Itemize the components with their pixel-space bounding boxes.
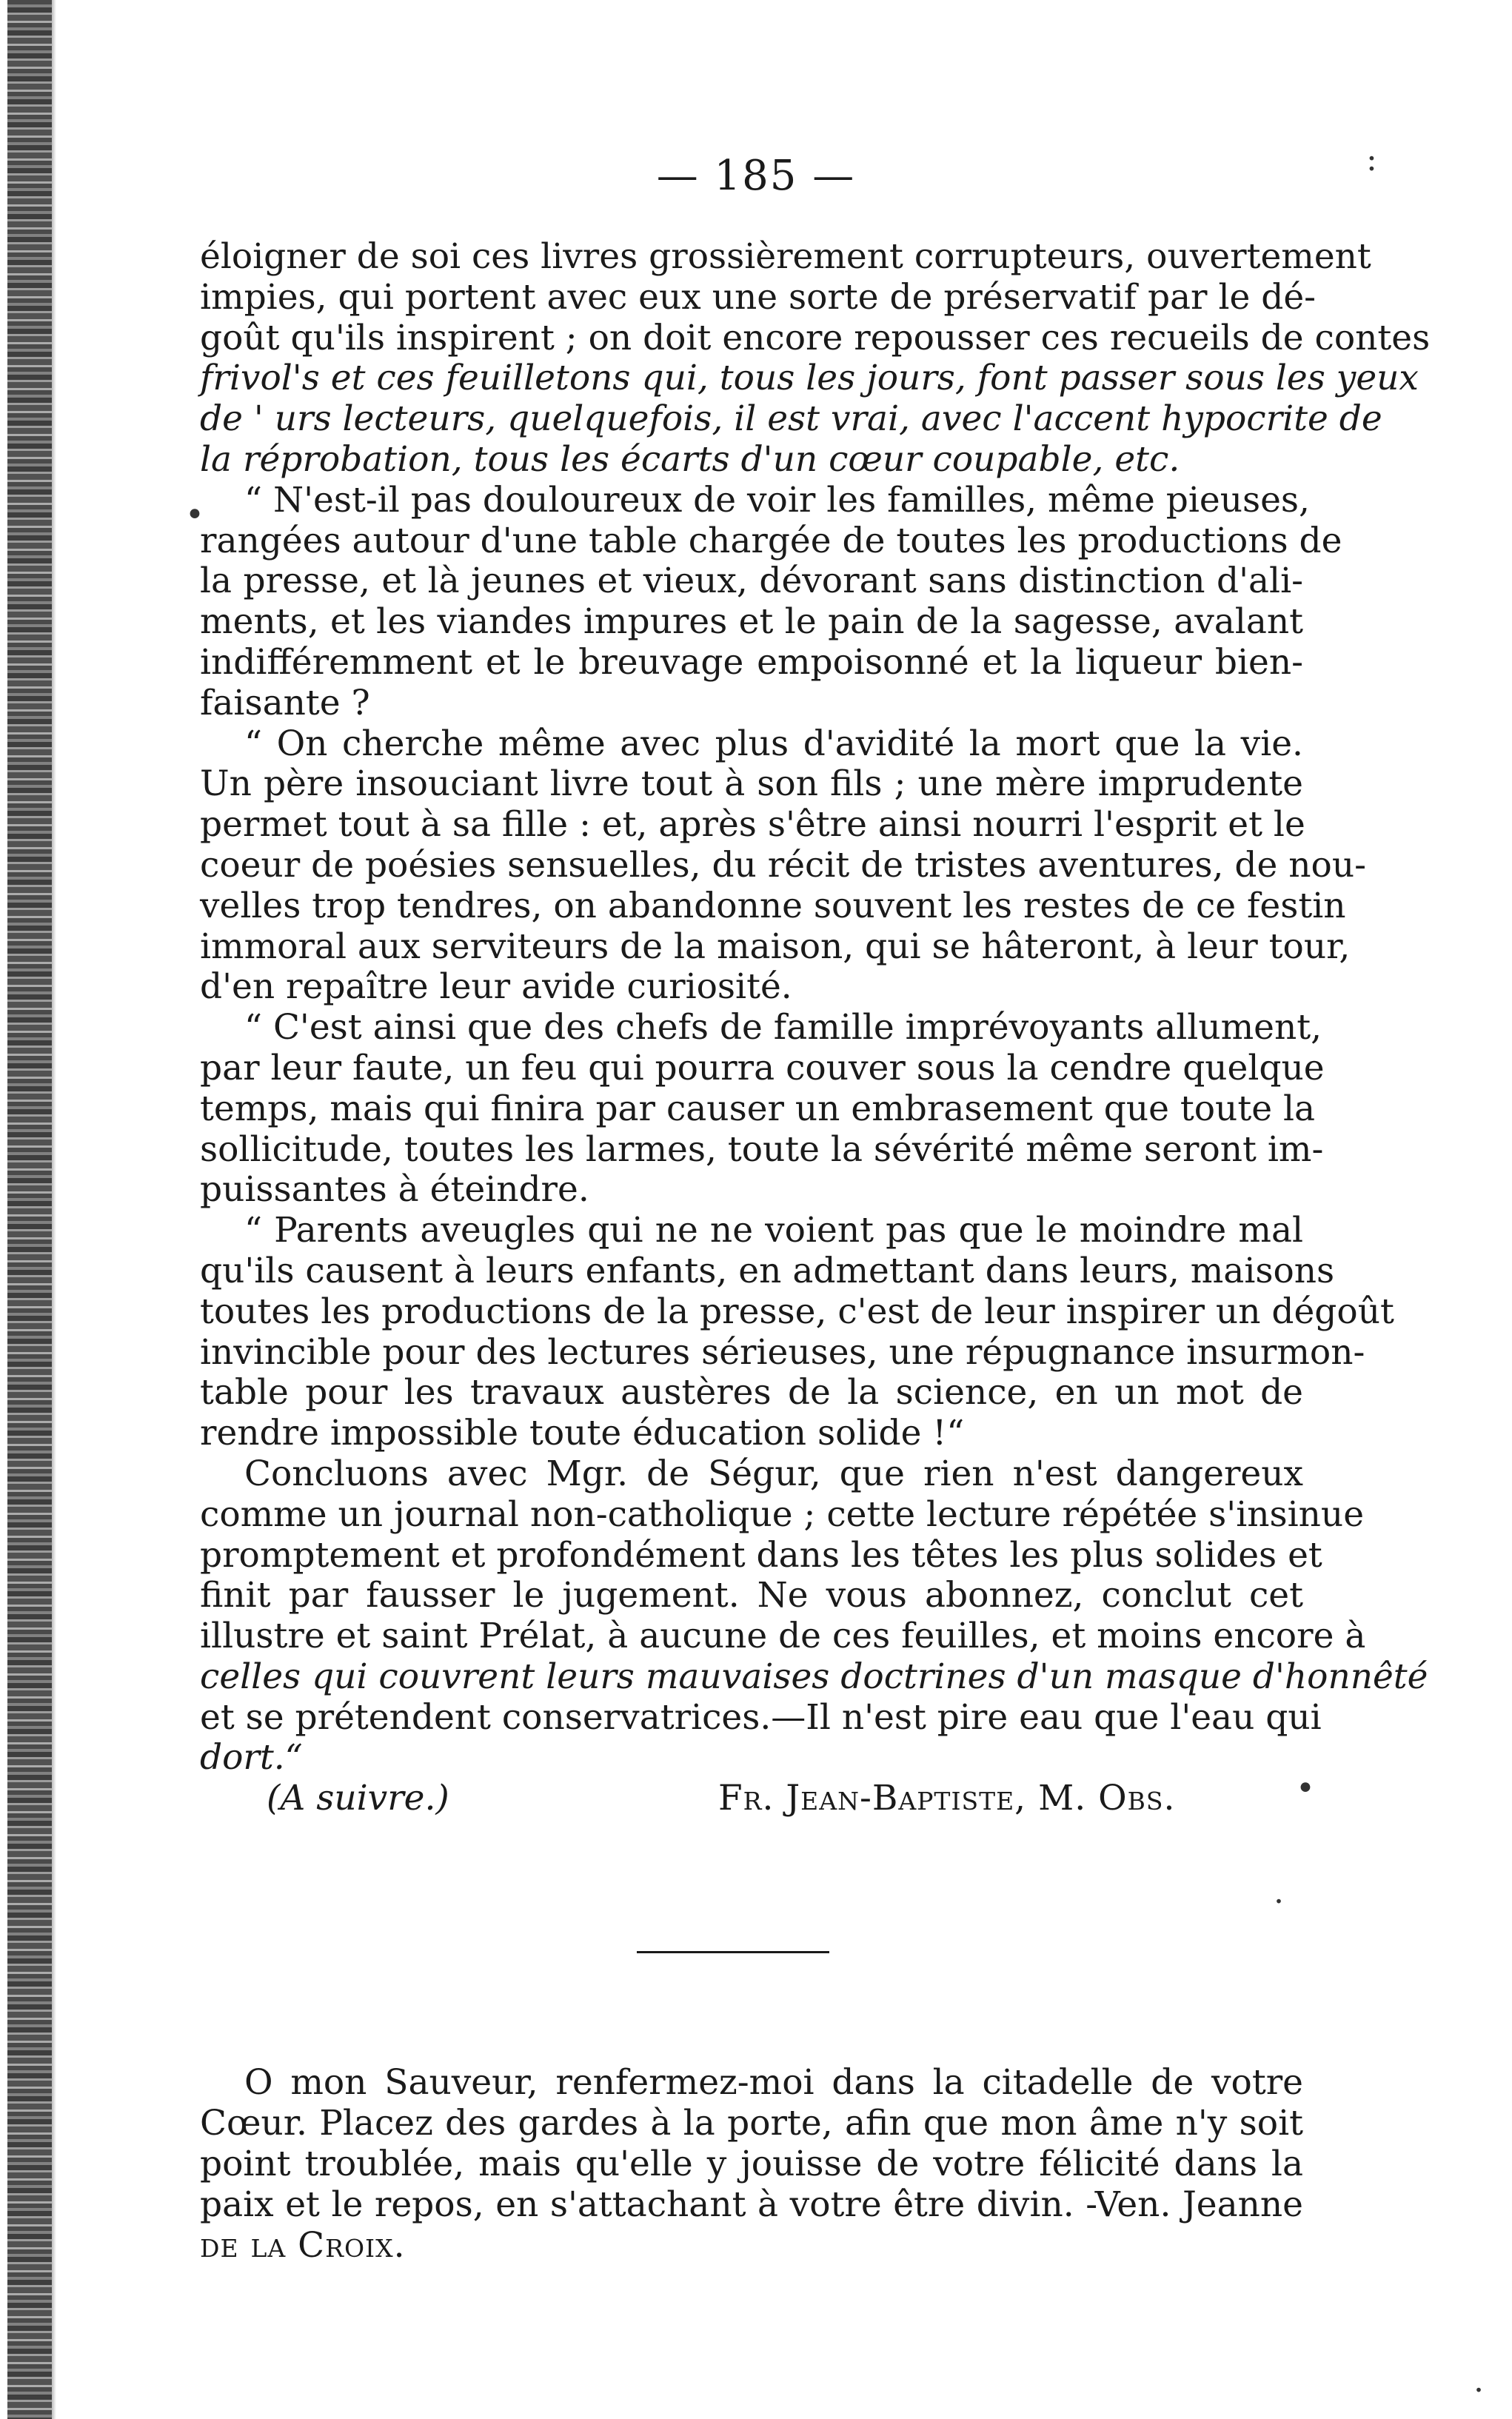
- body-line: “ On cherche même avec plus d'avidité la mort que la vie.: [244, 723, 1303, 764]
- prayer-line: Cœur. Placez des gardes à la porte, afin que mon âme n'y soit: [200, 2103, 1303, 2144]
- body-line: et se prétendent conservatrices.—Il n'est pire eau que l'eau qui: [200, 1696, 1322, 1738]
- body-line: de ' urs lecteurs, quelquefois, il est vrai, avec l'accent hypocrite de: [200, 398, 1382, 440]
- body-line: toutes les productions de la presse, c'est de leur inspirer un dégoût: [200, 1291, 1394, 1332]
- body-line: puissantes à éteindre.: [200, 1169, 589, 1211]
- body-line: éloigner de soi ces livres grossièrement corrupteurs, ouvertement: [200, 236, 1371, 277]
- margin-mark: .: [1274, 1873, 1284, 1911]
- section-divider: [637, 1951, 829, 1953]
- prayer-line: de la Croix.: [200, 2225, 406, 2266]
- binding-strip: [7, 0, 52, 2419]
- body-line: rendre impossible toute éducation solide !“: [200, 1413, 965, 1454]
- body-line: dort.“: [200, 1737, 303, 1779]
- margin-mark: •: [1296, 1770, 1315, 1807]
- body-line: coeur de poésies sensuelles, du récit de tristes aventures, de nou-: [200, 844, 1366, 886]
- body-line: impies, qui portent avec eux une sorte de préservatif par le dé-: [200, 276, 1317, 318]
- body-line: table pour les travaux austères de la science, en un mot de: [200, 1372, 1303, 1413]
- margin-mark: •: [185, 496, 204, 534]
- body-line: permet tout à sa fille : et, après s'être ainsi nourri l'esprit et le: [200, 804, 1305, 846]
- body-line: la réprobation, tous les écarts d'un cœur coupable, etc.: [200, 438, 1180, 480]
- margin-mark: :: [1366, 141, 1377, 178]
- body-line: par leur faute, un feu qui pourra couver sous la cendre quelque: [200, 1047, 1325, 1088]
- body-line: invincible pour des lectures sérieuses, une répugnance insurmon-: [200, 1331, 1365, 1373]
- body-line: celles qui couvrent leurs mauvaises doctrines d'un masque d'honnêté: [200, 1656, 1428, 1697]
- body-line: goût qu'ils inspirent ; on doit encore repousser ces recueils de contes: [200, 317, 1431, 358]
- body-line: frivol's et ces feuilletons qui, tous les jours, font passer sous les yeux: [200, 358, 1419, 399]
- body-line: promptement et profondément dans les têtes les plus solides et: [200, 1534, 1322, 1576]
- body-line: Concluons avec Mgr. de Ségur, que rien n'est dangereux: [244, 1453, 1303, 1494]
- to-be-continued: (A suivre.): [267, 1778, 449, 1819]
- author-signature: Fr. Jean-Baptiste, M. Obs.: [718, 1778, 1176, 1819]
- body-line: illustre et saint Prélat, à aucune de ces feuilles, et moins encore à: [200, 1616, 1366, 1657]
- prayer-block: [200, 2062, 1303, 2266]
- body-line: faisante ?: [200, 682, 370, 723]
- body-line: “ Parents aveugles qui ne ne voient pas que le moindre mal: [244, 1210, 1303, 1251]
- page-number: — 185 —: [656, 152, 856, 200]
- binding-edge: [52, 0, 56, 2419]
- body-line: “ C'est ainsi que des chefs de famille imprévoyants allument,: [244, 1007, 1322, 1048]
- article-body: [200, 236, 1431, 1820]
- body-line: comme un journal non-catholique ; cette lecture répétée s'insinue: [200, 1493, 1365, 1535]
- body-line: d'en repaître leur avide curiosité.: [200, 966, 792, 1008]
- body-line: velles trop tendres, on abandonne souvent les restes de ce festin: [200, 885, 1346, 926]
- body-line: indifféremment et le breuvage empoisonné et la liqueur bien-: [200, 641, 1303, 683]
- body-line: qu'ils causent à leurs enfants, en admettant dans leurs, maisons: [200, 1250, 1335, 1291]
- body-line: sollicitude, toutes les larmes, toute la sévérité même seront im-: [200, 1128, 1324, 1170]
- body-line: Un père insouciant livre tout à son fils ; une mère imprudente: [200, 763, 1303, 805]
- prayer-line: O mon Sauveur, renfermez-moi dans la citadelle de votre: [244, 2062, 1303, 2103]
- body-line: finit par fausser le jugement. Ne vous abonnez, conclut cet: [200, 1575, 1303, 1616]
- prayer-line: paix et le repos, en s'attachant à votre être divin. -Ven. Jeanne: [200, 2184, 1303, 2225]
- body-line: temps, mais qui finira par causer un embrasement que toute la: [200, 1088, 1316, 1129]
- body-line: rangées autour d'une table chargée de toutes les productions de: [200, 520, 1342, 561]
- prayer-line: point troublée, mais qu'elle y jouisse de votre félicité dans la: [200, 2144, 1303, 2184]
- signature-row: [200, 1779, 1303, 1820]
- body-line: la presse, et là jeunes et vieux, dévorant sans distinction d'ali-: [200, 561, 1303, 602]
- body-line: immoral aux serviteurs de la maison, qui se hâteront, à leur tour,: [200, 926, 1351, 967]
- body-line: “ N'est-il pas douloureux de voir les familles, même pieuses,: [244, 479, 1310, 521]
- margin-mark: .: [1473, 2362, 1484, 2400]
- body-line: ments, et les viandes impures et le pain de la sagesse, avalant: [200, 601, 1303, 643]
